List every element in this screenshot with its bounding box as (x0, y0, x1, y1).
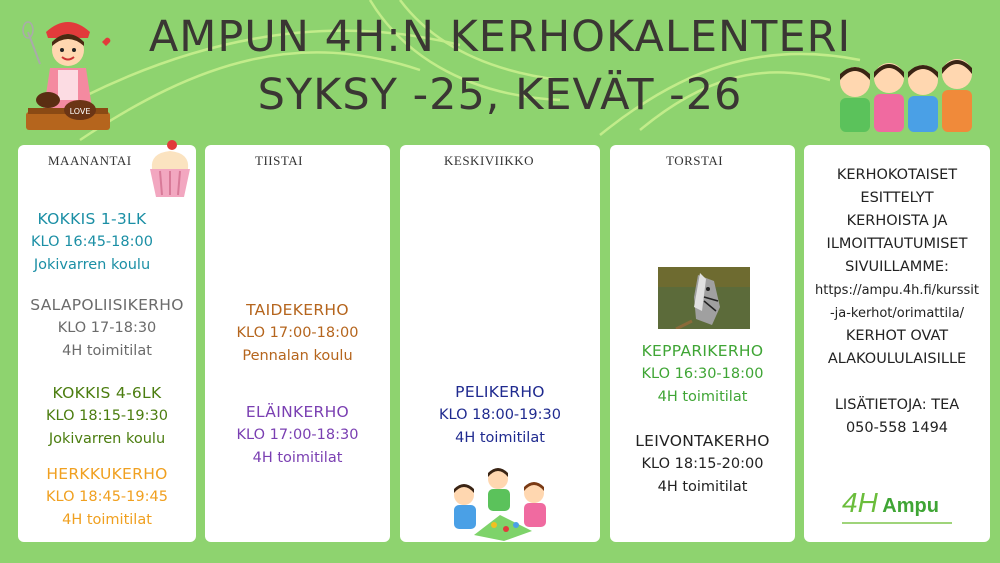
title-line-1: AMPUN 4H:N KERHOKALENTERI (148, 12, 852, 62)
day-name: TORSTAI (666, 153, 724, 168)
board-game-kids-icon (446, 465, 554, 541)
logo-tagline-line (842, 522, 952, 524)
club-elainkerho: ELÄINKERHO KLO 17:00-18:30 4H toimitilat (236, 403, 359, 466)
club-kepparikerho: KEPPARIKERHO KLO 16:30-18:00 4H toimitilat (641, 342, 764, 405)
club-taidekerho: TAIDEKERHO KLO 17:00-18:00 Pennalan koulu (236, 301, 359, 364)
hobby-horse-photo (658, 267, 750, 329)
title-line-2: SYKSY -25, KEVÄT -26 (257, 70, 743, 120)
day-card-thursday (610, 145, 795, 542)
info-text: KERHOKOTAISET ESITTELYT KERHOISTA JA ILMOITTAUTUMISET SIVUILLAMME: https://ampu.4h.fi/kurssit -ja-kerhot/orimattila/ KERHOT OVAT ALAKOULULAISILLE LISÄTIETOJA: TEA 050-558 1494 (804, 164, 990, 440)
kids-group-icon (832, 36, 992, 142)
cupcake-icon (146, 139, 194, 201)
info-card (804, 145, 990, 542)
ampu-4h-logo (842, 487, 962, 524)
day-name: TIISTAI (255, 153, 303, 168)
day-name: KESKIVIIKKO (444, 153, 534, 168)
club-kokkis-4-6: KOKKIS 4-6LK KLO 18:15-19:30 Jokivarren koulu (46, 384, 168, 447)
day-card-tuesday (205, 145, 390, 542)
day-card-monday (18, 145, 196, 542)
day-name: MAANANTAI (48, 153, 132, 168)
club-pelikerho: PELIKERHO KLO 18:00-19:30 4H toimitilat (439, 383, 561, 446)
logo-name: Ampu (882, 495, 939, 517)
cook-girl-icon (18, 12, 118, 134)
club-leivontakerho: LEIVONTAKERHO KLO 18:15-20:00 4H toimitilat (635, 432, 770, 495)
club-herkkukerho: HERKKUKERHO KLO 18:45-19:45 4H toimitilat (46, 465, 168, 528)
day-card-wednesday (400, 145, 600, 542)
website-link-continued[interactable]: -ja-kerhot/orimattila/ (829, 306, 965, 321)
club-salapoliisikerho: SALAPOLIISIKERHO KLO 17-18:30 4H toimitilat (30, 296, 184, 359)
club-kokkis-1-3: KOKKIS 1-3LK KLO 16:45-18:00 Jokivarren koulu (31, 210, 153, 273)
website-link[interactable]: https://ampu.4h.fi/kurssit (814, 283, 980, 298)
logo-mark: 4H (842, 487, 878, 518)
svg-text:LOVE: LOVE (69, 107, 91, 116)
